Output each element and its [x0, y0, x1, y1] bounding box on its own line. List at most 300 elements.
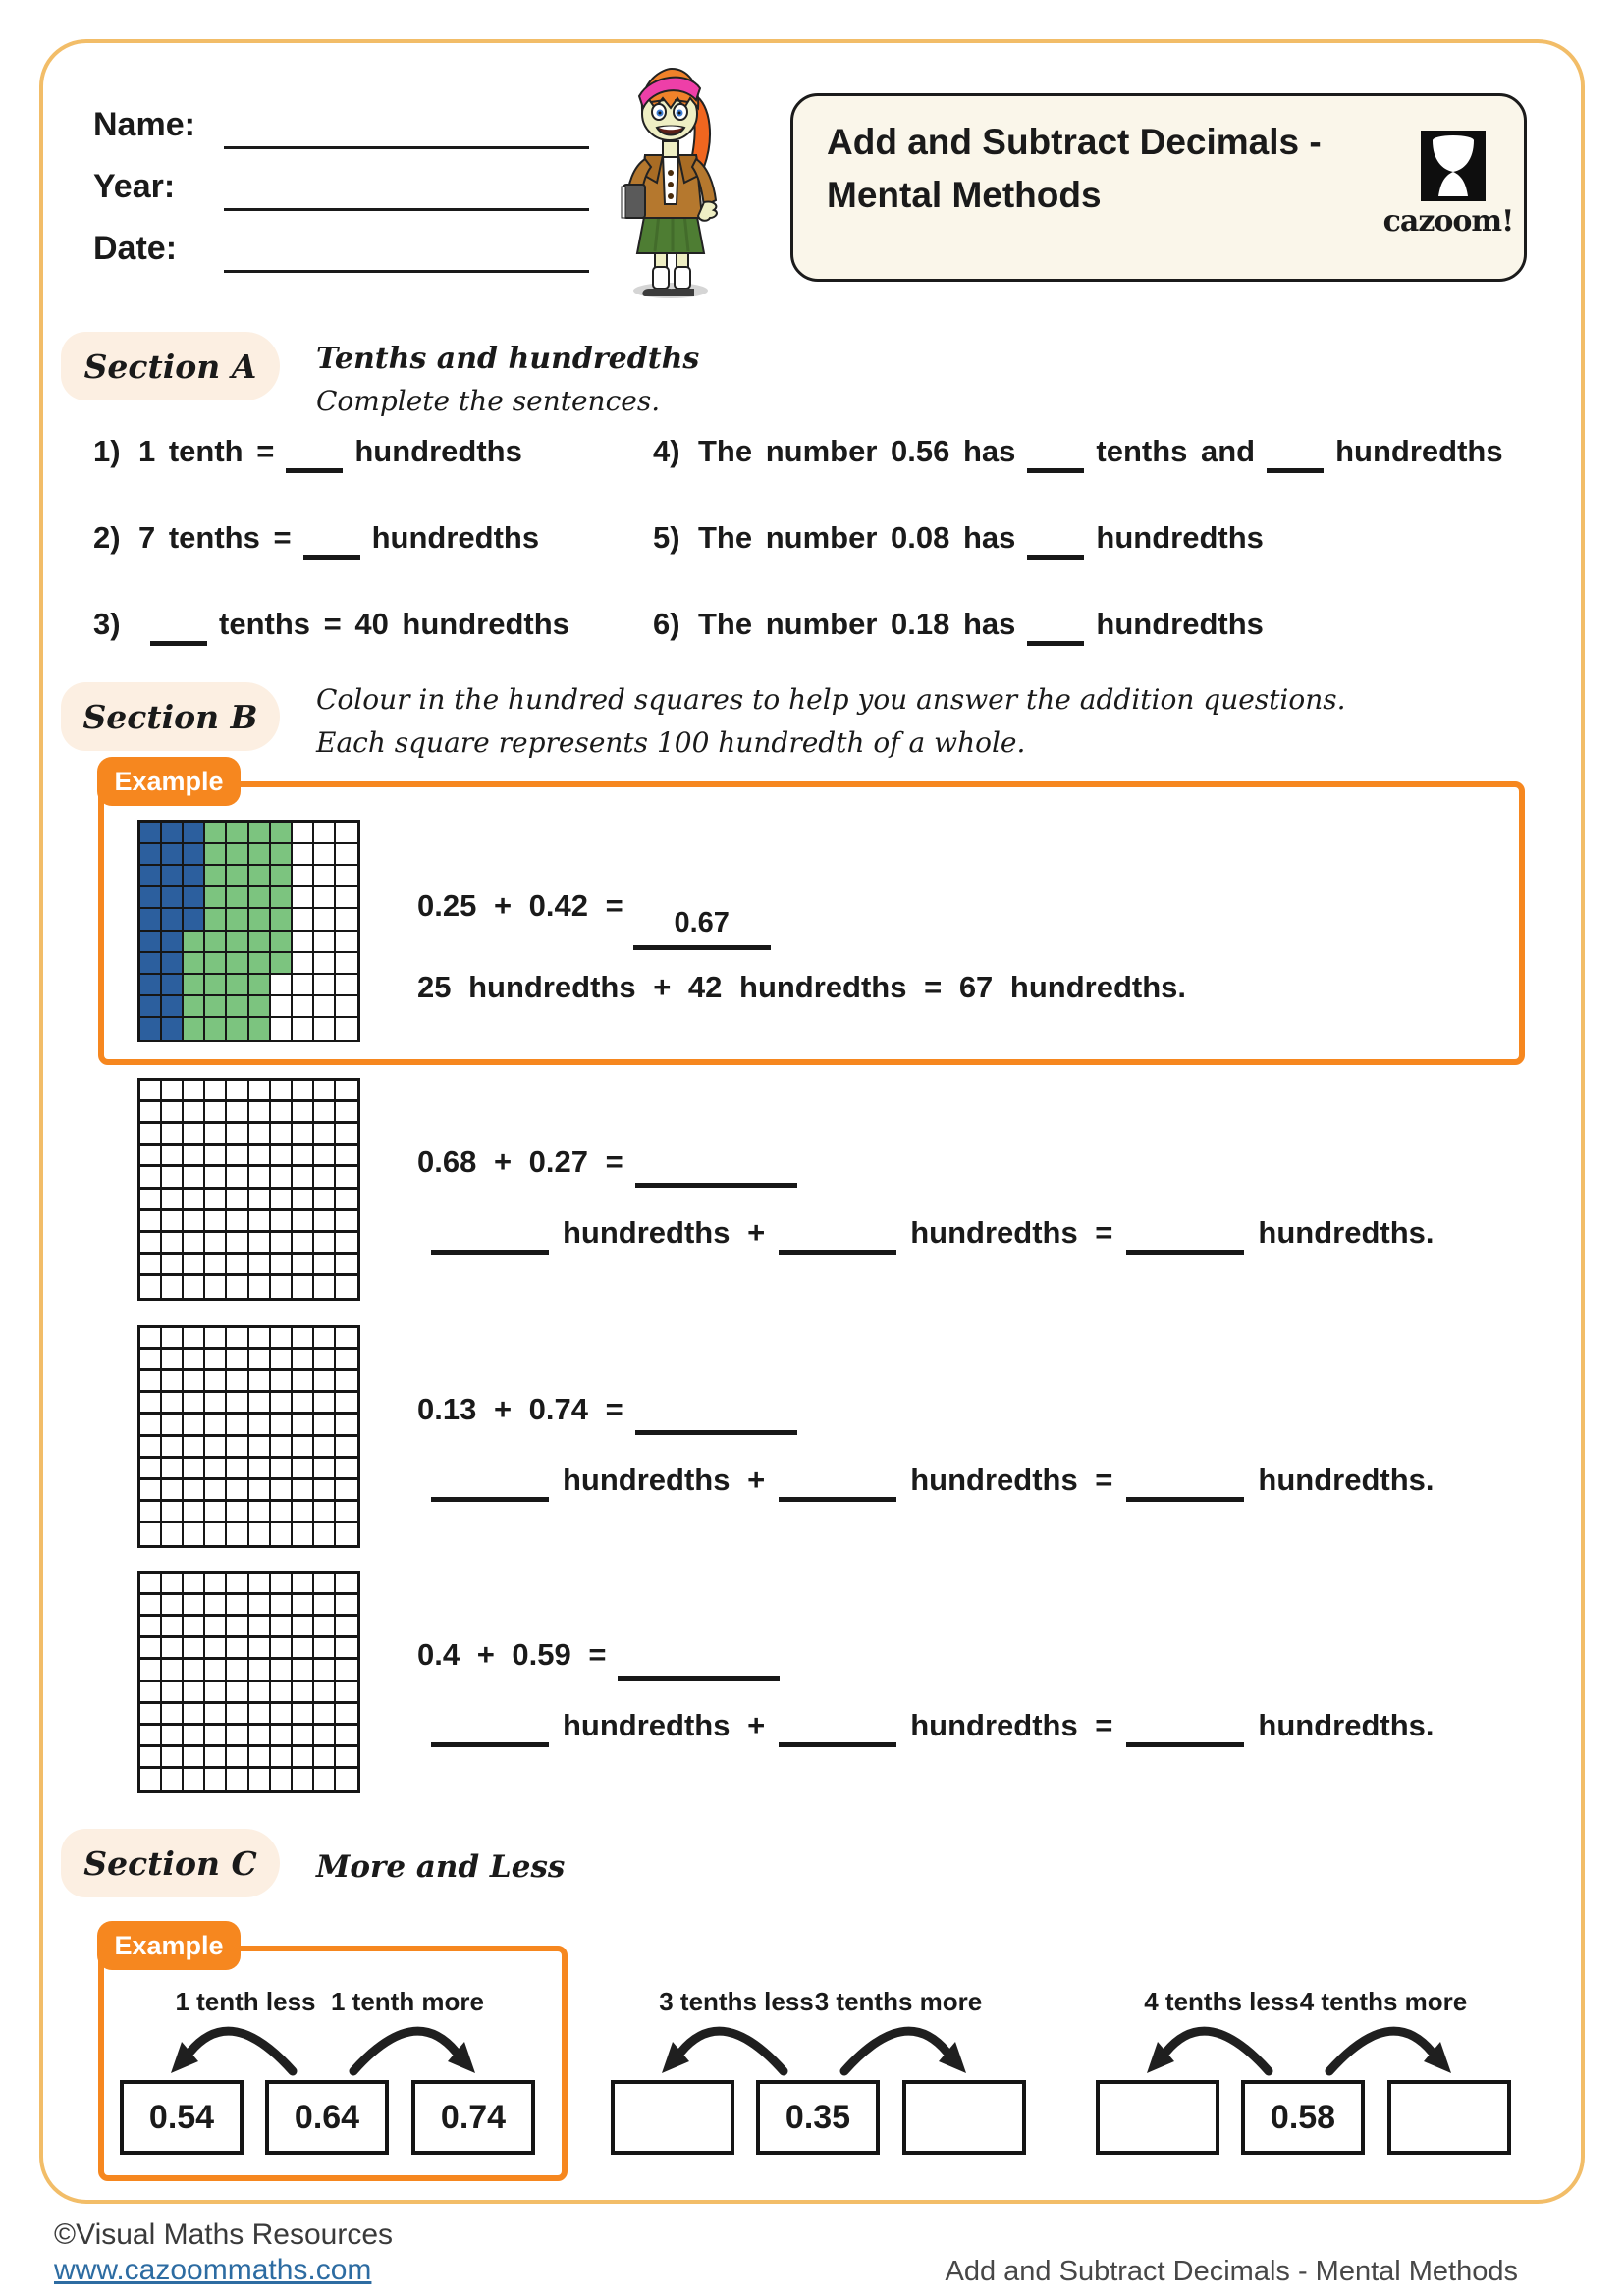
curved-arrow-right-icon — [837, 2016, 976, 2079]
grid-cell — [336, 1371, 357, 1393]
grid-cell — [271, 1769, 293, 1790]
grid-cell — [184, 1726, 205, 1747]
grid-cell — [140, 1704, 162, 1726]
grid-cell — [249, 1574, 271, 1595]
grid-cell — [271, 1660, 293, 1682]
grid-cell — [140, 1595, 162, 1617]
equation-answer-blank — [618, 1642, 780, 1681]
number-box: 0.74 — [411, 2080, 535, 2155]
grid-cell — [314, 1124, 336, 1146]
grid-cell — [271, 1371, 293, 1393]
grid-cell — [184, 1682, 205, 1704]
grid-cell — [205, 1393, 227, 1415]
grid-cell — [184, 1660, 205, 1682]
grid-cell — [162, 1574, 184, 1595]
grid-cell — [271, 1480, 293, 1502]
date-field-line — [224, 270, 589, 273]
answer-blank — [1126, 1713, 1244, 1747]
cazoom-drum-icon — [1421, 131, 1486, 206]
section-b-instruction-line2: Each square represents 100 hundredth of a whole. — [316, 726, 1026, 759]
question-text: hundredths — [1096, 520, 1264, 555]
question-row — [93, 434, 522, 473]
grid-cell — [162, 1595, 184, 1617]
more-less-group — [589, 1987, 1051, 2159]
grid-cell — [314, 1081, 336, 1102]
grid-cell — [227, 1255, 248, 1276]
grid-cell — [293, 1276, 314, 1298]
grid-cell — [271, 1704, 293, 1726]
grid-cell — [314, 1523, 336, 1545]
grid-cell — [293, 1769, 314, 1790]
grid-cell — [336, 1523, 357, 1545]
grid-cell — [293, 1124, 314, 1146]
grid-cell — [162, 1371, 184, 1393]
grid-cell — [162, 1255, 184, 1276]
grid-cell — [271, 1102, 293, 1124]
grid-cell — [314, 1276, 336, 1298]
grid-cell — [162, 1617, 184, 1638]
grid-cell — [271, 1146, 293, 1167]
website-link[interactable]: www.cazoommaths.com — [54, 2254, 372, 2286]
grid-cell — [336, 1415, 357, 1436]
answer-blank — [779, 1220, 896, 1255]
grid-cell — [140, 1081, 162, 1102]
grid-cell — [184, 1459, 205, 1480]
grid-cell — [249, 1682, 271, 1704]
question-text: 1 tenth = — [138, 434, 275, 468]
grid-cell — [227, 1211, 248, 1233]
grid-cell — [271, 1167, 293, 1189]
grid-cell — [314, 1328, 336, 1350]
grid-cell — [293, 1682, 314, 1704]
grid-cell — [162, 1502, 184, 1523]
grid-cell — [271, 1638, 293, 1660]
grid-cell — [314, 1769, 336, 1790]
grid-cell — [336, 1459, 357, 1480]
equation-text: 0.4 + 0.59 = — [417, 1637, 607, 1672]
grid-cell — [249, 1459, 271, 1480]
grid-cell — [336, 1190, 357, 1211]
grid-cell — [205, 1437, 227, 1459]
grid-cell — [314, 1437, 336, 1459]
question-text: hundredths — [1096, 607, 1264, 641]
hundred-grid — [137, 1571, 360, 1793]
grid-cell — [227, 1415, 248, 1436]
grid-cell — [227, 1233, 248, 1255]
grid-cell — [314, 1190, 336, 1211]
grid-cell — [184, 1769, 205, 1790]
grid-cell — [184, 1704, 205, 1726]
grid-cell — [205, 1211, 227, 1233]
more-less-group — [1074, 1987, 1536, 2159]
grid-cell — [227, 1459, 248, 1480]
grid-cell — [336, 1726, 357, 1747]
grid-cell — [205, 1480, 227, 1502]
grid-cell — [293, 1350, 314, 1371]
grid-cell — [249, 1480, 271, 1502]
grid-cell — [314, 1255, 336, 1276]
grid-cell — [162, 1102, 184, 1124]
grid-cell — [205, 1769, 227, 1790]
grid-cell — [271, 1233, 293, 1255]
grid-cell — [249, 1190, 271, 1211]
grid-cell — [293, 1502, 314, 1523]
grid-cell — [140, 1726, 162, 1747]
grid-cell — [184, 1480, 205, 1502]
grid-cell — [184, 1190, 205, 1211]
arrow-more-wrap — [1322, 2016, 1461, 2084]
grid-cell — [205, 1660, 227, 1682]
grid-cell — [140, 1102, 162, 1124]
grid-cell — [227, 1726, 248, 1747]
grid-cell — [227, 1769, 248, 1790]
grid-cell — [140, 1660, 162, 1682]
copyright-text: ©Visual Maths Resources — [54, 2218, 394, 2251]
grid-cell — [227, 1350, 248, 1371]
grid-cell — [249, 1167, 271, 1189]
grid-cell — [140, 1502, 162, 1523]
grid-cell — [227, 1328, 248, 1350]
question-text: hundredths — [1335, 434, 1503, 468]
grid-cell — [271, 1124, 293, 1146]
less-label: 4 tenths less — [1144, 1987, 1299, 2016]
grid-cell — [249, 1211, 271, 1233]
question-text: tenths and — [1096, 434, 1256, 468]
grid-cell — [205, 1276, 227, 1298]
grid-cell — [293, 1415, 314, 1436]
question-number: 2) — [93, 520, 121, 555]
name-label: Name: — [93, 106, 195, 143]
grid-cell — [140, 1371, 162, 1393]
answer-blank — [303, 525, 360, 560]
grid-cell — [162, 1328, 184, 1350]
grid-cell — [227, 1276, 248, 1298]
example-equation-text: 0.25 + 0.42 = — [417, 888, 623, 923]
question-number: 4) — [653, 434, 680, 468]
grid-cell — [184, 1146, 205, 1167]
number-box: 0.58 — [1241, 2080, 1365, 2155]
grid-cell — [249, 1617, 271, 1638]
question-sentence — [417, 1463, 1435, 1502]
grid-cell — [184, 1081, 205, 1102]
section-a-left-column — [93, 434, 643, 699]
section-a-instruction: Complete the sentences. — [316, 385, 661, 417]
grid-cell — [184, 1233, 205, 1255]
grid-cell — [271, 1502, 293, 1523]
grid-cell — [140, 1350, 162, 1371]
grid-cell — [162, 1480, 184, 1502]
section-c-label: Section C — [61, 1829, 280, 1897]
number-box: 0.54 — [120, 2080, 244, 2155]
example-box-c — [98, 1946, 568, 2181]
section-b-label: Section B — [61, 682, 280, 751]
grid-cell — [249, 1371, 271, 1393]
grid-cell — [336, 1146, 357, 1167]
section-c-heading: More and Less — [316, 1849, 566, 1885]
grid-cell — [336, 1574, 357, 1595]
grid-cell — [293, 1146, 314, 1167]
equation-answer-blank — [635, 1149, 797, 1188]
grid-cell — [249, 1769, 271, 1790]
question-row — [653, 520, 1264, 560]
grid-cell — [162, 1146, 184, 1167]
grid-cell — [271, 1617, 293, 1638]
grid-cell — [140, 1638, 162, 1660]
grid-cell — [249, 1081, 271, 1102]
grid-cell — [205, 1167, 227, 1189]
grid-cell — [336, 1769, 357, 1790]
grid-cell — [227, 1190, 248, 1211]
grid-cell — [140, 1415, 162, 1436]
example-sentence: 25 hundredths + 42 hundredths = 67 hundredths. — [417, 970, 1187, 1004]
grid-cell — [271, 1415, 293, 1436]
grid-cell — [162, 1726, 184, 1747]
grid-cell — [314, 1480, 336, 1502]
hundred-grid — [137, 1325, 360, 1548]
grid-cell — [140, 1124, 162, 1146]
grid-cell — [314, 1415, 336, 1436]
empty-answer-box — [611, 2080, 734, 2155]
grid-cell — [271, 1595, 293, 1617]
grid-cell — [271, 1437, 293, 1459]
question-number: 6) — [653, 607, 680, 641]
grid-cell — [205, 1502, 227, 1523]
grid-cell — [249, 1704, 271, 1726]
example-tab-c: Example — [97, 1921, 241, 1970]
grid-cell — [336, 1682, 357, 1704]
grid-cell — [205, 1350, 227, 1371]
grid-cell — [140, 1459, 162, 1480]
grid-cell — [162, 1660, 184, 1682]
grid-cell — [314, 1617, 336, 1638]
grid-cell — [293, 1328, 314, 1350]
question-row — [653, 607, 1264, 646]
grid-cell — [271, 1255, 293, 1276]
name-field-line — [224, 146, 589, 149]
grid-cell — [293, 1660, 314, 1682]
empty-answer-box — [902, 2080, 1026, 2155]
grid-cell — [140, 1328, 162, 1350]
grid-cell — [227, 1371, 248, 1393]
grid-cell — [184, 1595, 205, 1617]
grid-cell — [271, 1276, 293, 1298]
grid-cell — [184, 1502, 205, 1523]
grid-cell — [140, 1769, 162, 1790]
grid-cell — [336, 1233, 357, 1255]
grid-cell — [140, 1574, 162, 1595]
grid-cell — [271, 1459, 293, 1480]
grid-cell — [249, 1595, 271, 1617]
grid-cell — [249, 1437, 271, 1459]
grid-cell — [293, 1371, 314, 1393]
question-text: hundredths = — [910, 1463, 1113, 1497]
footer-worksheet-title: Add and Subtract Decimals - Mental Methods — [945, 2256, 1518, 2287]
curved-arrow-left-icon — [1137, 2016, 1276, 2079]
equation-text: 0.13 + 0.74 = — [417, 1392, 623, 1426]
grid-cell — [293, 1595, 314, 1617]
section-a-right-column — [653, 434, 1537, 699]
grid-cell — [314, 1371, 336, 1393]
question-row — [93, 607, 569, 646]
grid-cell — [249, 1102, 271, 1124]
answer-blank — [1027, 612, 1084, 646]
grid-cell — [227, 1523, 248, 1545]
grid-cell — [314, 1595, 336, 1617]
grid-cell — [249, 1255, 271, 1276]
grid-cell — [314, 1574, 336, 1595]
grid-cell — [293, 1233, 314, 1255]
grid-cell — [336, 1167, 357, 1189]
grid-cell — [162, 1459, 184, 1480]
grid-cell — [184, 1102, 205, 1124]
grid-cell — [205, 1102, 227, 1124]
grid-cell — [336, 1704, 357, 1726]
grid-cell — [227, 1747, 248, 1769]
question-text: The number 0.08 has — [698, 520, 1016, 555]
question-text: tenths = 40 hundredths — [219, 607, 569, 641]
grid-cell — [184, 1747, 205, 1769]
question-text: The number 0.56 has — [698, 434, 1016, 468]
grid-cell — [205, 1233, 227, 1255]
grid-cell — [293, 1459, 314, 1480]
less-label: 1 tenth less — [175, 1987, 316, 2016]
grid-cell — [227, 1124, 248, 1146]
grid-cell — [249, 1276, 271, 1298]
grid-cell — [162, 1211, 184, 1233]
grid-cell — [314, 1102, 336, 1124]
grid-cell — [293, 1726, 314, 1747]
question-number: 3) — [93, 607, 121, 641]
grid-cell — [314, 1233, 336, 1255]
grid-cell — [205, 1638, 227, 1660]
grid-cell — [227, 1574, 248, 1595]
section-a-heading: Tenths and hundredths — [316, 342, 700, 376]
grid-cell — [140, 1167, 162, 1189]
question-text: hundredths — [371, 520, 540, 555]
grid-cell — [271, 1523, 293, 1545]
grid-cell — [293, 1102, 314, 1124]
grid-cell — [162, 1081, 184, 1102]
question-text: hundredths — [354, 434, 522, 468]
grid-cell — [293, 1167, 314, 1189]
grid-cell — [184, 1328, 205, 1350]
question-equation — [417, 1392, 797, 1435]
grid-cell — [227, 1595, 248, 1617]
cazoom-logo-text: cazoom! — [1382, 204, 1514, 239]
grid-cell — [249, 1328, 271, 1350]
question-text: hundredths. — [1258, 1463, 1435, 1497]
grid-cell — [249, 1233, 271, 1255]
curved-arrow-right-icon — [1322, 2016, 1461, 2079]
grid-cell — [184, 1276, 205, 1298]
grid-cell — [293, 1393, 314, 1415]
answer-blank — [779, 1468, 896, 1502]
grid-cell — [249, 1660, 271, 1682]
grid-cell — [249, 1523, 271, 1545]
grid-cell — [336, 1617, 357, 1638]
grid-cell — [227, 1437, 248, 1459]
grid-cell — [249, 1415, 271, 1436]
grid-cell — [336, 1350, 357, 1371]
grid-cell — [140, 1190, 162, 1211]
title-line1: Add and Subtract Decimals - — [827, 122, 1322, 162]
question-sentence — [417, 1215, 1435, 1255]
arrow-more-wrap — [837, 2016, 976, 2084]
grid-cell — [293, 1081, 314, 1102]
arrow-less-wrap — [652, 2016, 791, 2084]
worksheet-title — [827, 116, 1322, 222]
grid-cell — [162, 1124, 184, 1146]
date-label: Date: — [93, 230, 178, 267]
question-text: hundredths. — [1258, 1215, 1435, 1250]
grid-cell — [293, 1523, 314, 1545]
grid-cell — [140, 1211, 162, 1233]
grid-cell — [162, 1190, 184, 1211]
grid-cell — [271, 1211, 293, 1233]
grid-cell — [227, 1393, 248, 1415]
grid-cell — [140, 1437, 162, 1459]
grid-cell — [336, 1102, 357, 1124]
question-number: 1) — [93, 434, 121, 468]
grid-cell — [140, 1233, 162, 1255]
grid-cell — [293, 1480, 314, 1502]
question-text: hundredths = — [910, 1215, 1113, 1250]
grid-cell — [205, 1682, 227, 1704]
grid-cell — [336, 1393, 357, 1415]
grid-cell — [249, 1502, 271, 1523]
grid-cell — [271, 1328, 293, 1350]
grid-cell — [184, 1638, 205, 1660]
grid-cell — [205, 1124, 227, 1146]
more-label: 4 tenths more — [1299, 1987, 1468, 2016]
grid-cell — [293, 1255, 314, 1276]
question-text: hundredths + — [563, 1708, 766, 1742]
grid-cell — [205, 1146, 227, 1167]
grid-cell — [336, 1437, 357, 1459]
grid-cell — [314, 1502, 336, 1523]
grid-cell — [249, 1146, 271, 1167]
grid-cell — [205, 1726, 227, 1747]
year-field-line — [224, 208, 589, 211]
answer-blank — [150, 612, 207, 646]
question-text: 7 tenths = — [138, 520, 292, 555]
grid-cell — [162, 1415, 184, 1436]
question-equation — [417, 1637, 780, 1681]
number-box: 0.64 — [265, 2080, 389, 2155]
grid-cell — [205, 1617, 227, 1638]
grid-cell — [162, 1523, 184, 1545]
answer-blank — [431, 1713, 549, 1747]
grid-cell — [184, 1255, 205, 1276]
grid-cell — [140, 1480, 162, 1502]
question-text: The number 0.18 has — [698, 607, 1016, 641]
grid-cell — [271, 1350, 293, 1371]
grid-cell — [314, 1459, 336, 1480]
grid-cell — [140, 1523, 162, 1545]
question-text: hundredths + — [563, 1463, 766, 1497]
grid-cell — [249, 1350, 271, 1371]
example-answer: 0.67 — [633, 907, 771, 950]
grid-cell — [184, 1617, 205, 1638]
grid-cell — [162, 1769, 184, 1790]
grid-cell — [271, 1574, 293, 1595]
grid-cell — [227, 1660, 248, 1682]
grid-cell — [314, 1726, 336, 1747]
answer-blank — [286, 439, 343, 473]
grid-cell — [314, 1350, 336, 1371]
grid-cell — [336, 1328, 357, 1350]
grid-cell — [184, 1124, 205, 1146]
